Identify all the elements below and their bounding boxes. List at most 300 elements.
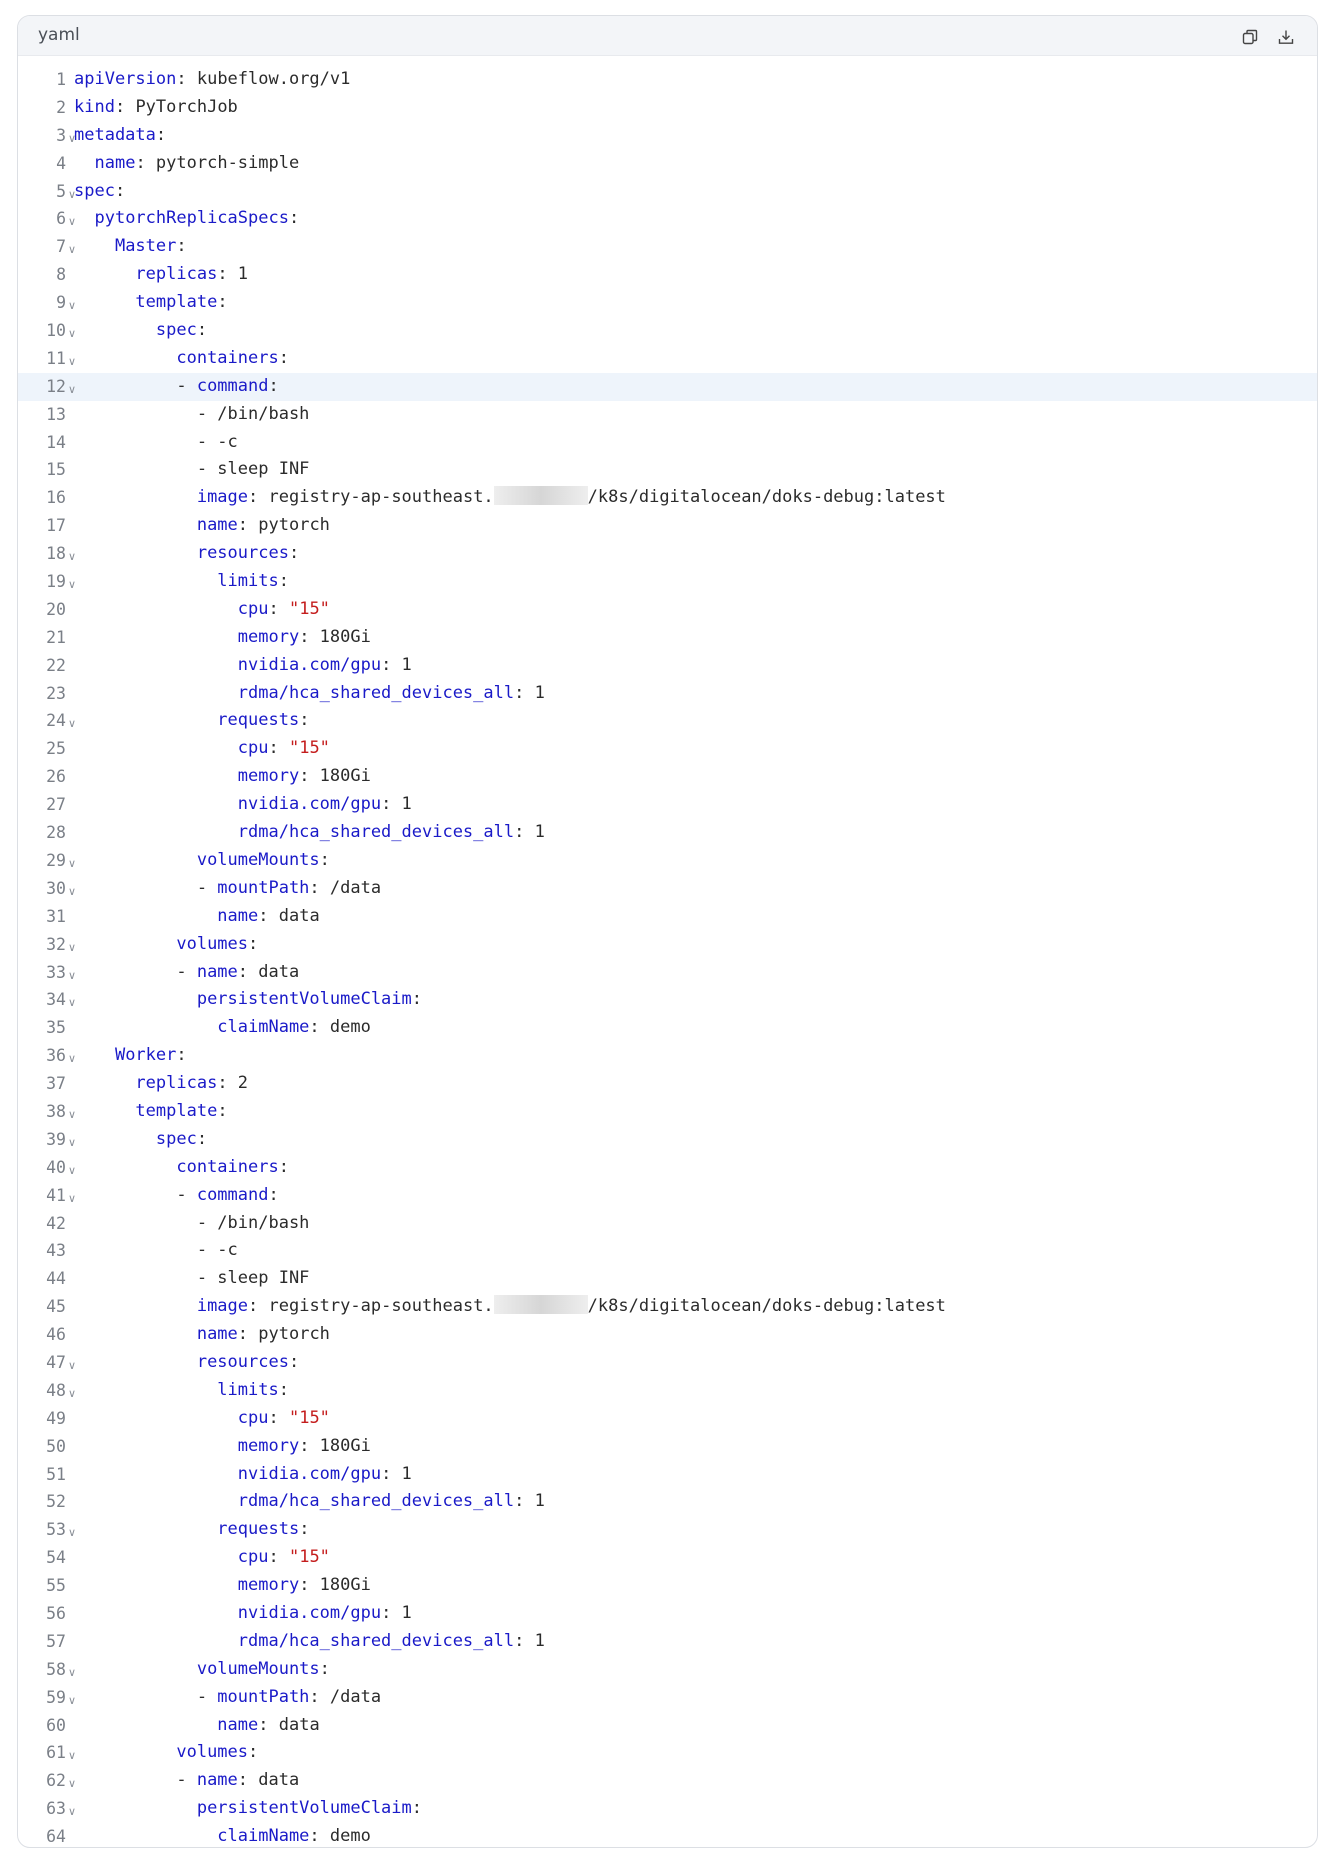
yaml-key: name: [217, 1714, 259, 1735]
yaml-value: 180Gi: [319, 1575, 371, 1596]
line-number: 62: [46, 1771, 66, 1791]
fold-chevron-icon[interactable]: ∨: [68, 1693, 77, 1707]
yaml-value: pytorch: [258, 1324, 330, 1345]
code-line: [18, 1461, 1317, 1489]
line-text: cpu: "15": [237, 1407, 330, 1428]
code-line: [18, 94, 1317, 122]
yaml-value: registry-ap-southeast.: [268, 487, 494, 508]
code-block: [17, 15, 1318, 1848]
line-number: 3: [56, 125, 66, 145]
yaml-key: containers: [176, 347, 279, 368]
line-text: rdma/hca_shared_devices_all: 1: [237, 682, 545, 703]
redacted-block: [494, 1295, 588, 1314]
fold-chevron-icon[interactable]: ∨: [68, 1358, 77, 1372]
code-line: [18, 596, 1317, 624]
yaml-key: spec: [74, 180, 115, 201]
code-area[interactable]: [18, 66, 1317, 1848]
code-line: [18, 456, 1317, 484]
yaml-key: nvidia.com/gpu: [237, 794, 382, 815]
yaml-key: name: [196, 515, 238, 536]
yaml-key: spec: [155, 320, 197, 341]
yaml-key: name: [196, 1770, 238, 1791]
fold-chevron-icon[interactable]: ∨: [68, 1163, 77, 1177]
line-text: volumes:: [176, 1742, 259, 1763]
line-text: rdma/hca_shared_devices_all: 1: [237, 822, 545, 843]
yaml-value: data: [278, 905, 320, 926]
line-number: 41: [46, 1185, 66, 1205]
line-text: requests:: [217, 710, 310, 731]
fold-chevron-icon[interactable]: ∨: [68, 940, 77, 954]
line-number: 32: [46, 934, 66, 954]
code-line: [18, 1712, 1317, 1740]
line-text: name: pytorch: [196, 515, 330, 536]
fold-chevron-icon[interactable]: ∨: [68, 1191, 77, 1205]
fold-chevron-icon[interactable]: ∨: [68, 1805, 77, 1819]
code-line: [18, 1433, 1317, 1461]
yaml-key: volumes: [176, 1742, 249, 1763]
yaml-key: mountPath: [217, 877, 310, 898]
yaml-key: rdma/hca_shared_devices_all: [237, 822, 515, 843]
line-text: spec:: [155, 320, 208, 341]
line-text: memory: 180Gi: [237, 766, 371, 787]
code-line: [18, 847, 1317, 875]
code-line: [18, 652, 1317, 680]
code-line: [18, 373, 1317, 401]
yaml-key: replicas: [135, 264, 218, 285]
line-text: volumes:: [176, 933, 259, 954]
line-number: 33: [46, 962, 66, 982]
fold-chevron-icon[interactable]: ∨: [68, 550, 77, 564]
line-number: 4: [56, 153, 66, 173]
line-number: 29: [46, 850, 66, 870]
line-text: volumeMounts:: [196, 849, 330, 870]
yaml-key: name: [217, 905, 259, 926]
line-number: 22: [46, 655, 66, 675]
fold-chevron-icon[interactable]: ∨: [68, 1777, 77, 1791]
line-text: - /bin/bash: [74, 1212, 310, 1233]
yaml-key: memory: [237, 1435, 300, 1456]
yaml-value: data: [278, 1714, 320, 1735]
yaml-key: rdma/hca_shared_devices_all: [237, 1630, 515, 1651]
code-line: [18, 903, 1317, 931]
line-number: 9: [56, 293, 66, 313]
yaml-key: cpu: [237, 1547, 269, 1568]
line-text: - /bin/bash: [74, 403, 310, 424]
yaml-key: mountPath: [217, 1686, 310, 1707]
yaml-key: limits: [217, 1379, 279, 1400]
line-number: 27: [46, 795, 66, 815]
code-line: [18, 178, 1317, 206]
code-line: [18, 429, 1317, 457]
line-text: name: pytorch: [196, 1324, 330, 1345]
yaml-key: memory: [237, 1575, 300, 1596]
code-line: [18, 1349, 1317, 1377]
line-number: 35: [46, 1018, 66, 1038]
line-text: resources:: [196, 1351, 300, 1372]
line-text: limits:: [217, 571, 289, 592]
line-number: 40: [46, 1157, 66, 1177]
line-text: Master:: [114, 236, 187, 257]
fold-chevron-icon[interactable]: ∨: [68, 382, 77, 396]
yaml-value: -c: [217, 1240, 238, 1261]
line-number: 17: [46, 516, 66, 536]
yaml-key: pytorchReplicaSpecs: [94, 208, 289, 229]
yaml-key: command: [196, 1184, 269, 1205]
code-line: [18, 1628, 1317, 1656]
yaml-value: "15": [288, 598, 330, 619]
code-line: [18, 1516, 1317, 1544]
code-line: [18, 624, 1317, 652]
code-line: [18, 1293, 1317, 1321]
code-line: [18, 763, 1317, 791]
code-line: [18, 484, 1317, 512]
yaml-value: 180Gi: [319, 626, 371, 647]
line-number: 24: [46, 711, 66, 731]
yaml-key: claimName: [217, 1826, 310, 1847]
line-number: 48: [46, 1380, 66, 1400]
code-line: [18, 1572, 1317, 1600]
line-text: - command:: [74, 375, 279, 396]
line-number: 61: [46, 1743, 66, 1763]
code-line: [18, 261, 1317, 289]
yaml-value: /bin/bash: [217, 1212, 310, 1233]
line-number: 8: [56, 265, 66, 285]
yaml-value: "15": [288, 1547, 330, 1568]
line-text: replicas: 1: [135, 264, 249, 285]
fold-chevron-icon[interactable]: ∨: [68, 1135, 77, 1149]
line-text: - -c: [74, 1240, 238, 1261]
yaml-key: template: [135, 292, 218, 313]
yaml-key: nvidia.com/gpu: [237, 1463, 382, 1484]
line-number: 42: [46, 1213, 66, 1233]
download-icon[interactable]: [1276, 27, 1296, 47]
yaml-value: 180Gi: [319, 766, 371, 787]
fold-chevron-icon[interactable]: ∨: [68, 187, 77, 201]
line-text: persistentVolumeClaim:: [196, 989, 423, 1010]
line-number: 28: [46, 823, 66, 843]
line-number: 60: [46, 1715, 66, 1735]
code-line: [18, 568, 1317, 596]
yaml-value: demo: [329, 1826, 371, 1847]
fold-chevron-icon[interactable]: ∨: [68, 215, 77, 229]
code-line: [18, 233, 1317, 261]
yaml-value: data: [258, 1770, 300, 1791]
code-line: [18, 150, 1317, 178]
line-number: 45: [46, 1297, 66, 1317]
code-line: [18, 1795, 1317, 1823]
code-line: [18, 1600, 1317, 1628]
yaml-key: template: [135, 1100, 218, 1121]
fold-chevron-icon[interactable]: ∨: [68, 243, 77, 257]
yaml-value: 1: [534, 1491, 545, 1512]
yaml-key: nvidia.com/gpu: [237, 654, 382, 675]
code-line: [18, 1544, 1317, 1572]
fold-chevron-icon[interactable]: ∨: [68, 354, 77, 368]
line-text: rdma/hca_shared_devices_all: 1: [237, 1630, 545, 1651]
line-number: 50: [46, 1436, 66, 1456]
code-line: [18, 1154, 1317, 1182]
line-number: 58: [46, 1659, 66, 1679]
yaml-value: 1: [401, 654, 412, 675]
line-text: containers:: [176, 1156, 289, 1177]
line-number: 1: [56, 70, 66, 89]
fold-chevron-icon[interactable]: ∨: [68, 968, 77, 982]
line-number: 11: [46, 348, 66, 368]
fold-chevron-icon[interactable]: ∨: [68, 884, 77, 898]
line-number: 31: [46, 906, 66, 926]
line-text: requests:: [217, 1519, 310, 1540]
code-line: [18, 1405, 1317, 1433]
line-text: apiVersion: kubeflow.org/v1: [74, 69, 351, 89]
yaml-key: volumeMounts: [196, 849, 320, 870]
line-number: 12: [46, 376, 66, 396]
line-number: 34: [46, 990, 66, 1010]
yaml-key: resources: [196, 1351, 289, 1372]
yaml-key: resources: [196, 543, 289, 564]
line-number: 19: [46, 572, 66, 592]
yaml-key: containers: [176, 1156, 279, 1177]
line-text: nvidia.com/gpu: 1: [237, 1463, 412, 1484]
line-text: - -c: [74, 431, 238, 452]
yaml-value: 1: [401, 794, 412, 815]
line-number: 63: [46, 1799, 66, 1819]
yaml-key: limits: [217, 571, 279, 592]
yaml-value: registry-ap-southeast.: [268, 1296, 494, 1317]
fold-chevron-icon[interactable]: ∨: [68, 299, 77, 313]
line-text: memory: 180Gi: [237, 1575, 371, 1596]
yaml-key: claimName: [217, 1017, 310, 1038]
yaml-key: replicas: [135, 1073, 218, 1094]
fold-chevron-icon[interactable]: ∨: [68, 1386, 77, 1400]
fold-chevron-icon[interactable]: ∨: [68, 1107, 77, 1121]
fold-chevron-icon[interactable]: ∨: [68, 856, 77, 870]
fold-chevron-icon[interactable]: ∨: [68, 131, 77, 145]
code-line: [18, 1126, 1317, 1154]
code-line: [18, 66, 1317, 94]
yaml-value: pytorch: [258, 515, 330, 536]
line-number: 39: [46, 1129, 66, 1149]
yaml-key: persistentVolumeClaim: [196, 1798, 412, 1819]
code-line: [18, 317, 1317, 345]
yaml-key: image: [196, 487, 249, 508]
code-line: [18, 1656, 1317, 1684]
line-number: 52: [46, 1492, 66, 1512]
yaml-key: requests: [217, 1519, 300, 1540]
yaml-value: demo: [329, 1017, 371, 1038]
line-text: claimName: demo: [217, 1826, 371, 1847]
line-text: resources:: [196, 543, 300, 564]
yaml-key: image: [196, 1296, 249, 1317]
yaml-value: PyTorchJob: [135, 96, 238, 117]
code-line: [18, 1098, 1317, 1126]
line-number: 23: [46, 683, 66, 703]
yaml-value: 1: [401, 1463, 412, 1484]
line-text: volumeMounts:: [196, 1658, 330, 1679]
line-text: nvidia.com/gpu: 1: [237, 794, 412, 815]
line-text: pytorchReplicaSpecs:: [94, 208, 300, 229]
line-number: 18: [46, 544, 66, 564]
line-number: 30: [46, 878, 66, 898]
line-number: 43: [46, 1241, 66, 1261]
fold-chevron-icon[interactable]: ∨: [68, 1665, 77, 1679]
yaml-value: /k8s/digitalocean/doks-debug:latest: [587, 487, 946, 508]
fold-chevron-icon[interactable]: ∨: [68, 717, 77, 731]
code-line: [18, 1488, 1317, 1516]
copy-icon[interactable]: [1240, 27, 1260, 47]
code-line: [18, 735, 1317, 763]
yaml-key: nvidia.com/gpu: [237, 1602, 382, 1623]
yaml-value: kubeflow.org/v1: [196, 69, 351, 89]
yaml-value: /k8s/digitalocean/doks-debug:latest: [587, 1296, 946, 1317]
code-line: [18, 1377, 1317, 1405]
code-line: [18, 959, 1317, 987]
yaml-key: rdma/hca_shared_devices_all: [237, 1491, 515, 1512]
line-number: 14: [46, 432, 66, 452]
line-number: 21: [46, 627, 66, 647]
line-text: nvidia.com/gpu: 1: [237, 654, 412, 675]
yaml-value: /data: [329, 1686, 382, 1707]
line-text: - sleep INF: [74, 1268, 310, 1289]
line-text: rdma/hca_shared_devices_all: 1: [237, 1491, 545, 1512]
line-text: containers:: [176, 347, 289, 368]
line-text: cpu: "15": [237, 1547, 330, 1568]
line-number: 10: [46, 321, 66, 341]
code-line: [18, 1070, 1317, 1098]
line-number: 15: [46, 460, 66, 480]
code-line: [18, 540, 1317, 568]
fold-chevron-icon[interactable]: ∨: [68, 327, 77, 341]
yaml-key: memory: [237, 626, 300, 647]
line-text: - mountPath: /data: [74, 1686, 382, 1707]
yaml-value: 1: [534, 1630, 545, 1651]
yaml-key: cpu: [237, 598, 269, 619]
code-line: [18, 1237, 1317, 1265]
line-number: 64: [46, 1827, 66, 1847]
line-text: claimName: demo: [217, 1017, 371, 1038]
line-text: name: pytorch-simple: [94, 152, 300, 173]
yaml-value: "15": [288, 738, 330, 759]
code-line: [18, 122, 1317, 150]
yaml-key: name: [94, 152, 136, 173]
line-number: 56: [46, 1603, 66, 1623]
line-number: 2: [56, 97, 66, 117]
language-label: yaml: [38, 25, 80, 45]
fold-chevron-icon[interactable]: ∨: [68, 1749, 77, 1763]
redacted-block: [494, 486, 588, 505]
line-number: 13: [46, 404, 66, 424]
line-text: persistentVolumeClaim:: [196, 1798, 423, 1819]
line-text: - name: data: [74, 1770, 300, 1791]
line-number: 6: [56, 209, 66, 229]
line-text: metadata:: [74, 124, 167, 145]
code-line: [18, 1042, 1317, 1070]
yaml-value: -c: [217, 431, 238, 452]
code-line: [18, 289, 1317, 317]
yaml-value: 1: [237, 264, 249, 285]
code-line: [18, 1265, 1317, 1293]
line-text: image: registry-ap-southeast. /k8s/digitalocean/doks-debug:latest: [196, 487, 946, 508]
code-line: [18, 345, 1317, 373]
line-number: 20: [46, 599, 66, 619]
yaml-key: volumeMounts: [196, 1658, 320, 1679]
yaml-key: name: [196, 1324, 238, 1345]
fold-chevron-icon[interactable]: ∨: [68, 1526, 77, 1540]
yaml-value: /bin/bash: [217, 403, 310, 424]
yaml-key: Master: [114, 236, 177, 257]
yaml-key: persistentVolumeClaim: [196, 989, 412, 1010]
yaml-key: rdma/hca_shared_devices_all: [237, 682, 515, 703]
line-text: - name: data: [74, 961, 300, 982]
line-text: cpu: "15": [237, 738, 330, 759]
code-line: [18, 931, 1317, 959]
line-number: 51: [46, 1464, 66, 1484]
yaml-key: command: [196, 375, 269, 396]
yaml-key: metadata: [74, 124, 156, 145]
code-line: [18, 1014, 1317, 1042]
line-text: image: registry-ap-southeast. /k8s/digitalocean/doks-debug:latest: [196, 1296, 946, 1317]
line-text: limits:: [217, 1379, 289, 1400]
fold-chevron-icon[interactable]: ∨: [68, 578, 77, 592]
yaml-value: /data: [329, 877, 382, 898]
yaml-value: 1: [534, 822, 545, 843]
yaml-key: Worker: [114, 1045, 177, 1066]
code-line: [18, 819, 1317, 847]
code-line: [18, 707, 1317, 735]
line-number: 25: [46, 739, 66, 759]
line-number: 57: [46, 1631, 66, 1651]
yaml-value: pytorch-simple: [155, 152, 300, 173]
code-line: [18, 1321, 1317, 1349]
line-number: 47: [46, 1352, 66, 1372]
line-number: 7: [56, 237, 66, 257]
code-line: [18, 512, 1317, 540]
code-line: [18, 875, 1317, 903]
yaml-value: 2: [237, 1073, 249, 1094]
line-number: 59: [46, 1687, 66, 1707]
code-line: [18, 401, 1317, 429]
line-text: name: data: [217, 1714, 320, 1735]
line-text: memory: 180Gi: [237, 1435, 371, 1456]
line-number: 53: [46, 1520, 66, 1540]
yaml-key: volumes: [176, 933, 249, 954]
line-number: 26: [46, 767, 66, 787]
yaml-value: sleep INF: [217, 1268, 310, 1289]
code-line: [18, 986, 1317, 1014]
yaml-key: name: [196, 961, 238, 982]
yaml-key: apiVersion: [74, 69, 177, 89]
yaml-value: data: [258, 961, 300, 982]
line-number: 16: [46, 488, 66, 508]
line-text: - command:: [74, 1184, 279, 1205]
code-line: [18, 1823, 1317, 1848]
yaml-value: 180Gi: [319, 1435, 371, 1456]
code-line: [18, 1739, 1317, 1767]
yaml-key: cpu: [237, 738, 269, 759]
line-number: 54: [46, 1548, 66, 1568]
line-text: spec:: [155, 1128, 208, 1149]
line-text: name: data: [217, 905, 320, 926]
code-line: [18, 205, 1317, 233]
line-text: memory: 180Gi: [237, 626, 371, 647]
line-text: spec:: [74, 180, 126, 201]
fold-chevron-icon[interactable]: ∨: [68, 1052, 77, 1066]
line-text: kind: PyTorchJob: [74, 96, 238, 117]
code-line: [18, 680, 1317, 708]
code-line: [18, 1684, 1317, 1712]
line-number: 46: [46, 1325, 66, 1345]
fold-chevron-icon[interactable]: ∨: [68, 996, 77, 1010]
line-text: - sleep INF: [74, 459, 310, 480]
